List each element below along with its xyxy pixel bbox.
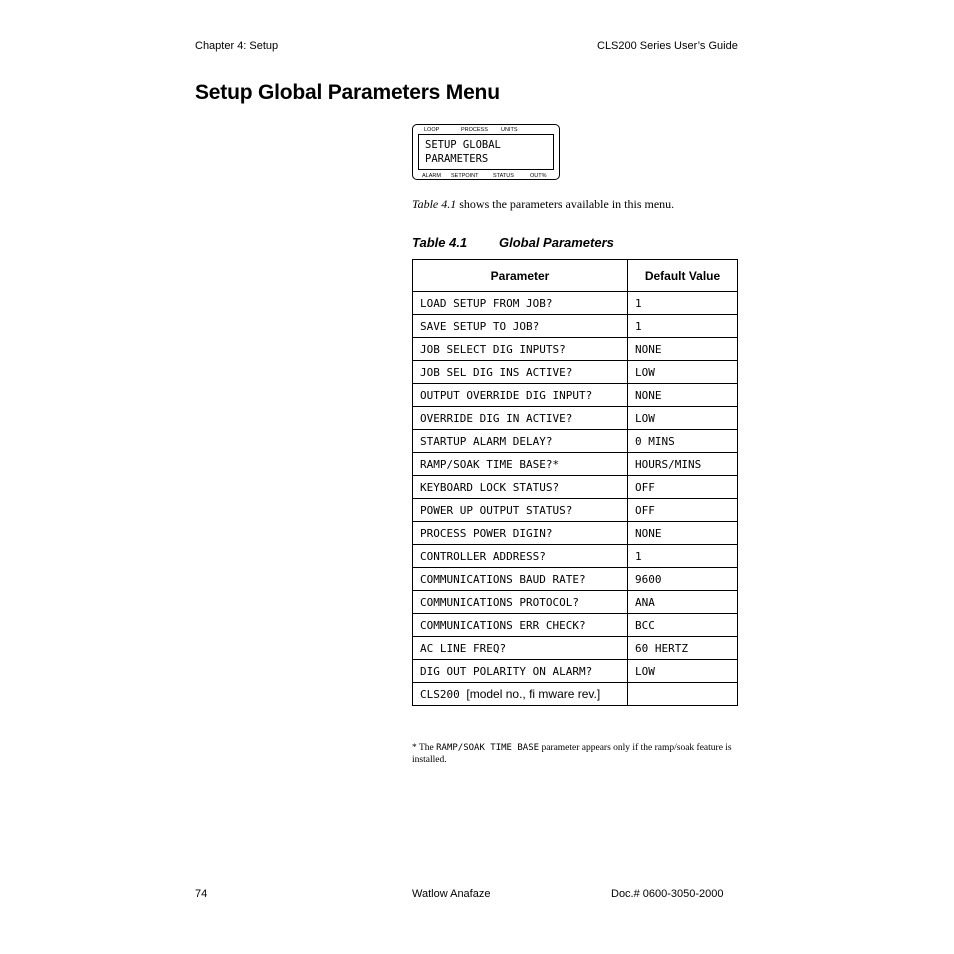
parameter-cell: OUTPUT OVERRIDE DIG INPUT? <box>413 384 628 407</box>
table-row <box>413 430 738 453</box>
parameter-cell: CONTROLLER ADDRESS? <box>413 545 628 568</box>
lcd-screen <box>418 134 554 170</box>
lcd-line-1: SETUP GLOBAL <box>425 139 501 151</box>
default-value-cell: NONE <box>628 522 738 545</box>
table-row <box>413 315 738 338</box>
intro-text <box>412 197 674 212</box>
parameter-cell: COMMUNICATIONS BAUD RATE? <box>413 568 628 591</box>
page-title: Setup Global Parameters Menu <box>195 81 500 104</box>
parameter-cell: DIG OUT POLARITY ON ALARM? <box>413 660 628 683</box>
lcd-label-alarm: ALARM <box>422 173 441 179</box>
table-row <box>413 407 738 430</box>
parameter-cell: POWER UP OUTPUT STATUS? <box>413 499 628 522</box>
parameter-cell: COMMUNICATIONS ERR CHECK? <box>413 614 628 637</box>
table-row <box>413 614 738 637</box>
default-value-cell: OFF <box>628 499 738 522</box>
table-row <box>413 545 738 568</box>
default-value-cell: BCC <box>628 614 738 637</box>
table-caption <box>412 235 614 250</box>
lcd-label-loop: LOOP <box>424 127 440 133</box>
table-row <box>413 522 738 545</box>
footer-company: Watlow Anafaze <box>412 888 491 900</box>
lcd-label-process: PROCESS <box>461 127 488 133</box>
lcd-label-out-percent: OUT% <box>530 173 547 179</box>
default-value-cell: ANA <box>628 591 738 614</box>
default-value-cell: 1 <box>628 315 738 338</box>
default-value-cell: LOW <box>628 660 738 683</box>
default-value-cell <box>628 683 738 706</box>
parameter-cell: LOAD SETUP FROM JOB? <box>413 292 628 315</box>
column-header-parameter: Parameter <box>413 260 628 292</box>
footnote-text: parameter appears only if the ramp/soak feature is installed. <box>412 743 732 765</box>
table-row <box>413 591 738 614</box>
default-value-cell: HOURS/MINS <box>628 453 738 476</box>
parameter-cell: SAVE SETUP TO JOB? <box>413 315 628 338</box>
default-value-cell: LOW <box>628 361 738 384</box>
table-caption-number: Table 4.1 <box>412 235 468 250</box>
lcd-line-2: PARAMETERS <box>425 153 489 165</box>
parameter-cell: JOB SEL DIG INS ACTIVE? <box>413 361 628 384</box>
table-row <box>413 637 738 660</box>
column-header-default-value: Default Value <box>628 260 738 292</box>
default-value-cell: 0 MINS <box>628 430 738 453</box>
lcd-display <box>412 124 560 180</box>
parameter-cell <box>413 683 628 706</box>
default-value-cell: NONE <box>628 338 738 361</box>
default-value-cell: 1 <box>628 292 738 315</box>
table-row <box>413 338 738 361</box>
header-chapter: Chapter 4: Setup <box>195 40 279 52</box>
parameter-cell: KEYBOARD LOCK STATUS? <box>413 476 628 499</box>
table-reference: Table 4.1 <box>412 197 457 211</box>
model-note: [model no., fi mware rev.] <box>466 687 601 701</box>
footer-page-number: 74 <box>195 888 208 900</box>
table-body <box>413 292 738 706</box>
parameter-cell: AC LINE FREQ? <box>413 637 628 660</box>
lcd-label-setpoint: SETPOINT <box>451 173 479 179</box>
table-row <box>413 568 738 591</box>
table-row <box>413 361 738 384</box>
table-row-model <box>413 683 738 706</box>
lcd-label-units: UNITS <box>501 127 518 133</box>
table-header-row <box>413 260 738 292</box>
intro-sentence: shows the parameters available in this menu. <box>456 197 675 211</box>
model-code: CLS200 <box>420 688 460 701</box>
table-row <box>413 292 738 315</box>
parameter-cell: COMMUNICATIONS PROTOCOL? <box>413 591 628 614</box>
table-row <box>413 453 738 476</box>
table-row <box>413 476 738 499</box>
parameter-cell: RAMP/SOAK TIME BASE?* <box>413 453 628 476</box>
parameter-cell: PROCESS POWER DIGIN? <box>413 522 628 545</box>
lcd-label-status: STATUS <box>493 173 514 179</box>
global-parameters-table <box>412 259 738 706</box>
default-value-cell: 60 HERTZ <box>628 637 738 660</box>
lcd-text <box>425 138 501 166</box>
parameter-cell: JOB SELECT DIG INPUTS? <box>413 338 628 361</box>
default-value-cell: OFF <box>628 476 738 499</box>
table-row <box>413 384 738 407</box>
footer-doc-number: Doc.# 0600-3050-2000 <box>611 888 724 900</box>
parameter-cell: STARTUP ALARM DELAY? <box>413 430 628 453</box>
default-value-cell: NONE <box>628 384 738 407</box>
parameter-cell: OVERRIDE DIG IN ACTIVE? <box>413 407 628 430</box>
footnote-prefix: * The <box>412 743 437 753</box>
header-guide-title: CLS200 Series User’s Guide <box>597 40 738 52</box>
footnote-code: RAMP/SOAK TIME BASE <box>436 743 540 753</box>
table-row <box>413 660 738 683</box>
default-value-cell: 1 <box>628 545 738 568</box>
default-value-cell: 9600 <box>628 568 738 591</box>
default-value-cell: LOW <box>628 407 738 430</box>
footnote <box>412 742 742 766</box>
table-row <box>413 499 738 522</box>
table-caption-title: Global Parameters <box>499 235 614 250</box>
